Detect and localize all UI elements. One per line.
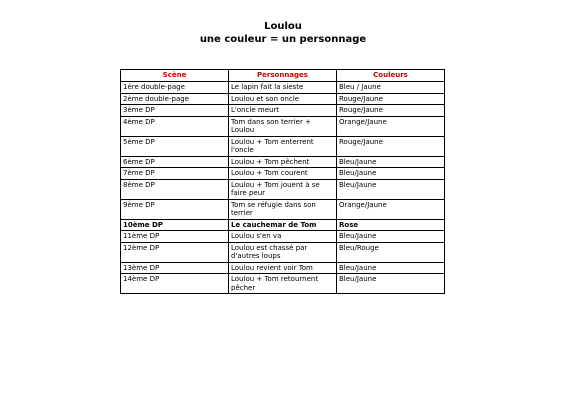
cell-scene: 11ème DP <box>121 231 229 243</box>
cell-personnages: Loulou + Tom retournent pêcher <box>229 274 337 294</box>
cell-scene: 2ème double-page <box>121 93 229 105</box>
table-row <box>121 219 445 231</box>
cell-scene: 3ème DP <box>121 105 229 117</box>
table-row <box>121 199 445 219</box>
title-block <box>0 20 566 46</box>
document-title: Loulou <box>264 21 302 32</box>
table-body <box>121 82 445 294</box>
cell-couleurs: Bleu/Jaune <box>337 274 445 294</box>
cell-scene: 4ème DP <box>121 116 229 136</box>
cell-couleurs: Bleu/Rouge <box>337 242 445 262</box>
table-row <box>121 179 445 199</box>
scenes-table <box>120 69 445 294</box>
cell-personnages: Loulou + Tom courent <box>229 168 337 180</box>
table-row <box>121 82 445 94</box>
cell-couleurs: Bleu/Jaune <box>337 262 445 274</box>
table-row <box>121 242 445 262</box>
table-row <box>121 105 445 117</box>
cell-personnages: Loulou s'en va <box>229 231 337 243</box>
document-subtitle: une couleur = un personnage <box>199 34 367 45</box>
table-header-row <box>121 70 445 82</box>
cell-personnages: Tom dans son terrier + Loulou <box>229 116 337 136</box>
cell-scene: 6ème DP <box>121 156 229 168</box>
cell-personnages: Le lapin fait la sieste <box>229 82 337 94</box>
cell-personnages: Loulou est chassé par d'autres loups <box>229 242 337 262</box>
table-row <box>121 262 445 274</box>
table-row <box>121 93 445 105</box>
table-row <box>121 116 445 136</box>
cell-couleurs: Bleu/Jaune <box>337 156 445 168</box>
cell-couleurs: Rose <box>337 219 445 231</box>
cell-scene: 14ème DP <box>121 274 229 294</box>
header-personnages: Personnages <box>229 70 337 82</box>
table-row <box>121 136 445 156</box>
cell-couleurs: Orange/Jaune <box>337 116 445 136</box>
cell-personnages: Loulou + Tom enterrent l'oncle <box>229 136 337 156</box>
cell-couleurs: Bleu/Jaune <box>337 168 445 180</box>
cell-personnages: L'oncle meurt <box>229 105 337 117</box>
cell-personnages: Loulou + Tom pêchent <box>229 156 337 168</box>
cell-scene: 1ère double-page <box>121 82 229 94</box>
cell-couleurs: Rouge/Jaune <box>337 105 445 117</box>
cell-scene: 10ème DP <box>121 219 229 231</box>
cell-scene: 7ème DP <box>121 168 229 180</box>
header-couleurs: Couleurs <box>337 70 445 82</box>
cell-couleurs: Rouge/Jaune <box>337 136 445 156</box>
cell-couleurs: Bleu / Jaune <box>337 82 445 94</box>
cell-scene: 5ème DP <box>121 136 229 156</box>
cell-scene: 13ème DP <box>121 262 229 274</box>
cell-scene: 12ème DP <box>121 242 229 262</box>
cell-personnages: Loulou + Tom jouent à se faire peur <box>229 179 337 199</box>
cell-personnages: Le cauchemar de Tom <box>229 219 337 231</box>
cell-couleurs: Orange/Jaune <box>337 199 445 219</box>
cell-couleurs: Rouge/Jaune <box>337 93 445 105</box>
header-scene: Scène <box>121 70 229 82</box>
cell-personnages: Loulou et son oncle <box>229 93 337 105</box>
cell-personnages: Loulou revient voir Tom <box>229 262 337 274</box>
cell-scene: 9ème DP <box>121 199 229 219</box>
cell-couleurs: Bleu/Jaune <box>337 179 445 199</box>
cell-scene: 8ème DP <box>121 179 229 199</box>
table-row <box>121 168 445 180</box>
table-row <box>121 231 445 243</box>
table-row <box>121 274 445 294</box>
cell-personnages: Tom se réfugie dans son terrier <box>229 199 337 219</box>
cell-couleurs: Bleu/Jaune <box>337 231 445 243</box>
table-row <box>121 156 445 168</box>
